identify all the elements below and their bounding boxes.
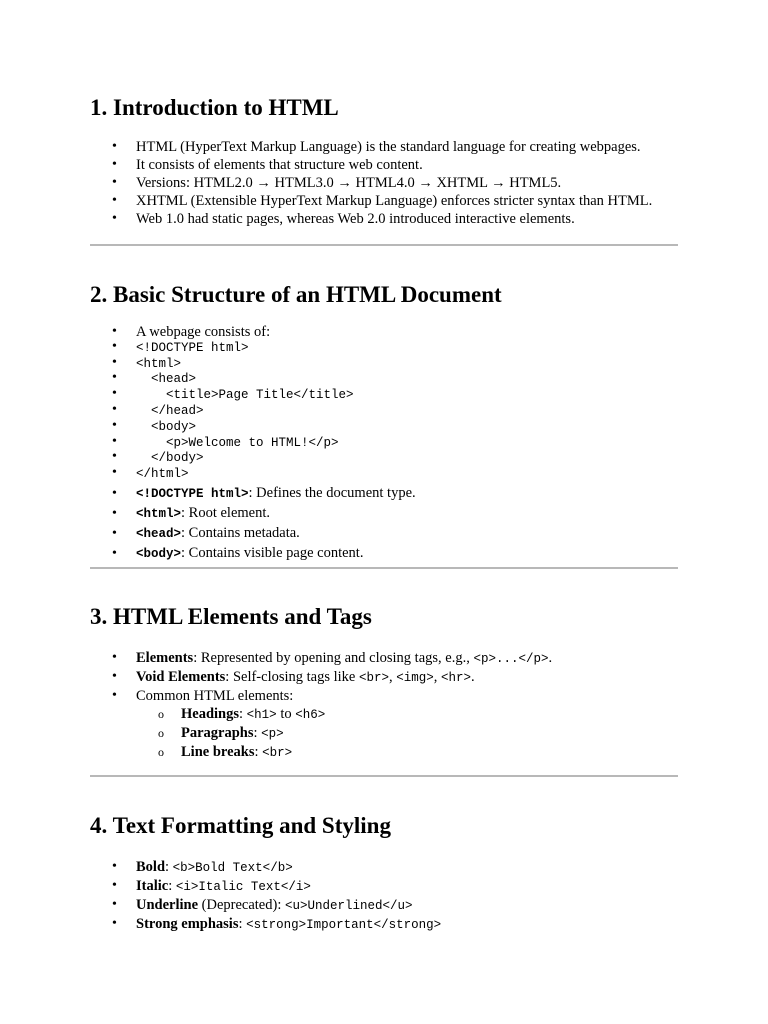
section-text-formatting — [90, 812, 678, 934]
list-item: • HTML (HyperText Markup Language) is the standard language for creating webpages. — [90, 138, 678, 156]
section-elements-tags — [90, 603, 678, 762]
section-heading: 4. Text Formatting and Styling — [90, 813, 391, 838]
list-item: • Underline (Deprecated): <u>Underlined</u> — [90, 896, 678, 915]
code-line: • <!DOCTYPE html> — [90, 340, 678, 356]
sub-list-item: o Paragraphs: <p> — [90, 724, 678, 743]
common-elements-sublist — [90, 705, 678, 762]
list-item: • Bold: <b>Bold Text</b> — [90, 858, 678, 877]
section-heading: 2. Basic Structure of an HTML Document — [90, 282, 502, 307]
list-item: • Italic: <i>Italic Text</i> — [90, 877, 678, 896]
list-item: • Strong emphasis: <strong>Important</strong> — [90, 915, 678, 934]
sub-list-item: o Line breaks: <br> — [90, 743, 678, 762]
sub-list-item: o Headings: <h1> to <h6> — [90, 705, 678, 724]
code-line: • <p>Welcome to HTML!</p> — [90, 435, 678, 451]
list-item: • Void Elements: Self-closing tags like <br>, <img>, <hr>. — [90, 668, 678, 687]
code-line: • <html> — [90, 356, 678, 372]
list-item: • XHTML (Extensible HyperText Markup Language) enforces stricter syntax than HTML. — [90, 192, 678, 210]
list-item: • <body>: Contains visible page content. — [90, 544, 678, 564]
section-introduction — [90, 94, 678, 228]
list-item: • <!DOCTYPE html>: Defines the document type. — [90, 484, 678, 504]
code-line: • </head> — [90, 403, 678, 419]
list-item: • Common HTML elements: — [90, 687, 678, 705]
list-item: • A webpage consists of: — [90, 325, 678, 340]
formatting-list — [90, 858, 678, 934]
section-divider — [90, 567, 678, 569]
code-line: • </html> — [90, 466, 678, 482]
code-line: • </body> — [90, 450, 678, 466]
code-line: • <head> — [90, 371, 678, 387]
code-line: • <title>Page Title</title> — [90, 387, 678, 403]
elements-list — [90, 649, 678, 705]
list-item: • Elements: Represented by opening and closing tags, e.g., <p>...</p>. — [90, 649, 678, 668]
list-item: • Web 1.0 had static pages, whereas Web 2.0 introduced interactive elements. — [90, 210, 678, 228]
list-item: • It consists of elements that structure web content. — [90, 156, 678, 174]
intro-list — [90, 138, 678, 228]
structure-defs-list — [90, 484, 678, 564]
structure-code-list — [90, 325, 678, 482]
code-line: • <body> — [90, 419, 678, 435]
section-divider — [90, 244, 678, 246]
list-item: • <html>: Root element. — [90, 504, 678, 524]
section-heading: 1. Introduction to HTML — [90, 95, 339, 120]
section-basic-structure — [90, 281, 678, 564]
list-item: • Versions: HTML2.0 → HTML3.0 → HTML4.0 → XHTML → HTML5. — [90, 174, 678, 192]
section-heading: 3. HTML Elements and Tags — [90, 604, 372, 629]
list-item: • <head>: Contains metadata. — [90, 524, 678, 544]
section-divider — [90, 775, 678, 777]
